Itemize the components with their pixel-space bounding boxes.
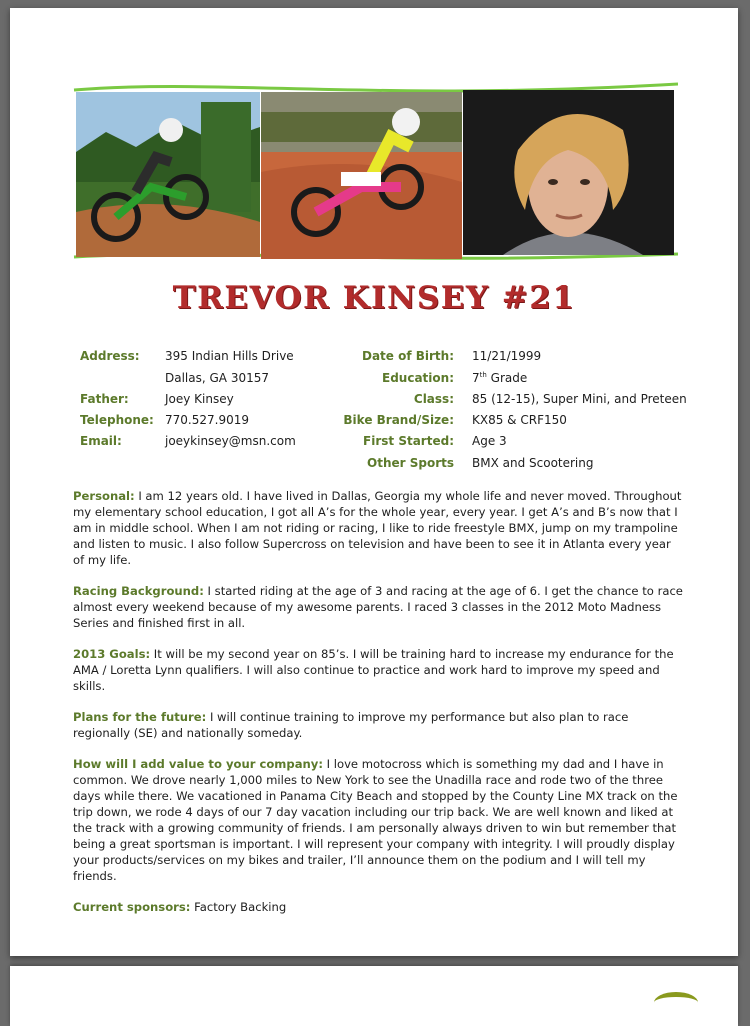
bike-value: KX85 & CRF150: [472, 413, 567, 427]
other-sports-label: Other Sports: [367, 456, 454, 470]
bike-label: Bike Brand/Size:: [343, 413, 454, 427]
future-plans-section: Plans for the future: I will continue training to improve my performance but also plan to race regionally (SE) and nationally someday.: [73, 710, 629, 740]
sponsors-section: Current sponsors: Factory Backing: [73, 900, 287, 914]
email-label: Email:: [80, 434, 122, 448]
athlete-name-title: TREVOR KINSEY #21: [172, 280, 576, 316]
email-value[interactable]: joeykinsey@msn.com: [165, 434, 296, 448]
goals-section: 2013 Goals: It will be my second year on 85’s. I will be training hard to increase my endurance for the AMA / Loretta Lynn qualifiers. I will also continue to practice and work hard to improve my speed and skills.: [73, 647, 674, 693]
value-section: How will I add value to your company: I love motocross which is something my dad and I have in common. We drove nearly 1,000 miles to New York to see the Unadilla race and rode two of the three days while there. We vacationed in Panama City Beach and stopped by the County Line MX track on the trip down, we rode 4 days of our 7 day vacation including our trip back. We are well known and liked at the track with a growing community of friends. I am personally always driven to win but remember that being a great sportsman is important. I will represent your company with integrity. I will proudly display your products/services on my bikes and trailer, I’ll announce them on the podium and I will tell my friends.: [73, 757, 678, 883]
page-corner-swoosh: [654, 992, 698, 1013]
education-label: Education:: [382, 371, 454, 385]
portrait-photo: [463, 90, 674, 255]
resume-page: [10, 8, 738, 956]
next-page-edge: [10, 966, 738, 1026]
racing-background-section: Racing Background: I started riding at the age of 3 and racing at the age of 6. I get the chance to race almost every weekend because of my awesome parents. I raced 3 classes in the 2012 Moto Madness Series and finished first in all.: [73, 584, 683, 630]
green-bike-jump-photo: [76, 92, 260, 257]
address-line2: Dallas, GA 30157: [165, 371, 269, 385]
class-value: 85 (12-15), Super Mini, and Preteen: [472, 392, 687, 406]
pink-bike-turn-photo: [261, 92, 462, 259]
first-started-label: First Started:: [363, 434, 454, 448]
telephone-label: Telephone:: [80, 413, 154, 427]
father-value: Joey Kinsey: [165, 392, 234, 406]
father-label: Father:: [80, 392, 129, 406]
first-started-value: Age 3: [472, 434, 507, 448]
education-value: 7th Grade: [472, 371, 528, 385]
address-label: Address:: [80, 349, 140, 363]
telephone-value: 770.527.9019: [165, 413, 249, 427]
resume-body: [73, 488, 685, 930]
dob-label: Date of Birth:: [361, 349, 454, 363]
dob-value: 11/21/1999: [472, 349, 542, 363]
address-line1: 395 Indian Hills Drive: [165, 349, 294, 363]
photo-banner: [72, 80, 678, 266]
class-label: Class:: [413, 392, 454, 406]
personal-section: Personal: I am 12 years old. I have lived in Dallas, Georgia my whole life and never moved. Throughout my elementary school education, I got all A’s for the whole year, every year. I get A’s and B’s now that I am in middle school. When I am not riding or racing, I like to ride freestyle BMX, jump on my trampoline and listen to music. I also follow Supercross on television and have been to see it in Atlanta every year of my life.: [73, 489, 682, 567]
other-sports-value: BMX and Scootering: [472, 456, 594, 470]
